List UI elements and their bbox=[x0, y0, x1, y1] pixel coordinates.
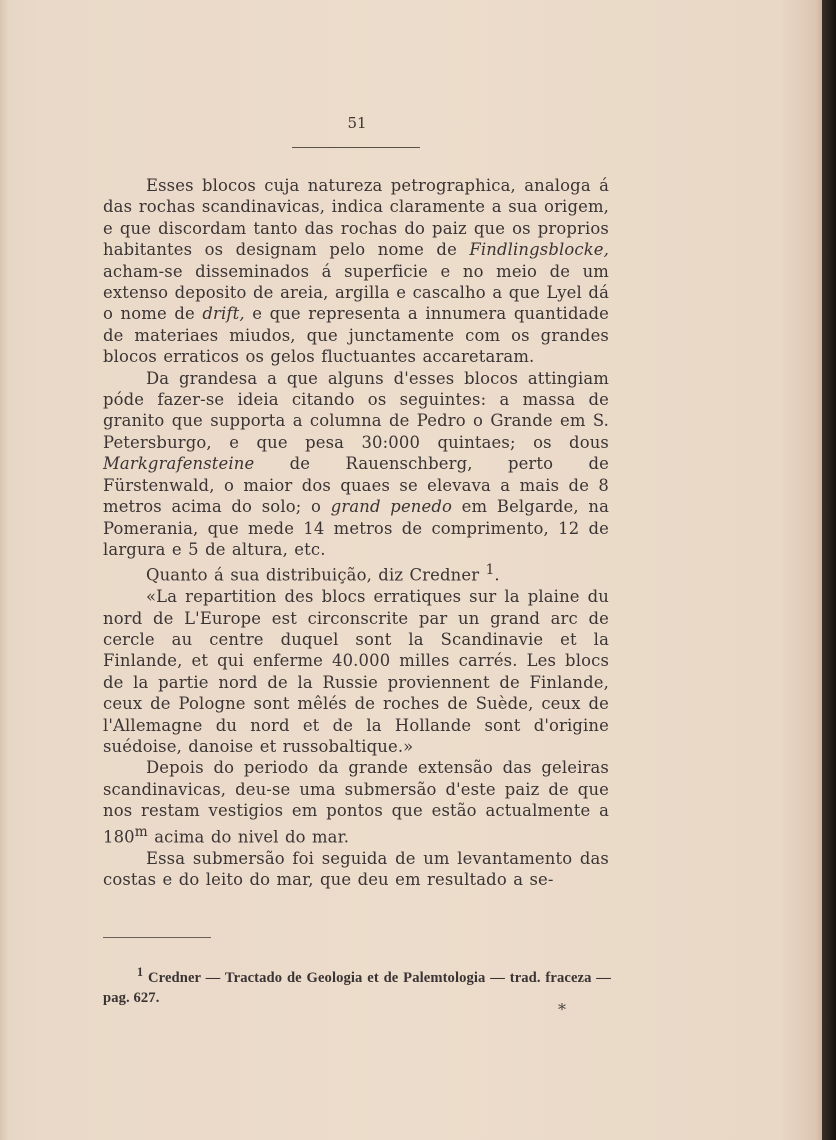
paragraph-text: . bbox=[494, 565, 500, 585]
paragraph-text: Da grandesa a que alguns d'esses blocos attingiam póde fazer-se ideia citando os seguintes: a massa de granito que supporta a columna de Pedro o Grande em S. Petersburgo, e que pesa 30:000 quintaes; os dous bbox=[103, 368, 609, 452]
paragraph-3 bbox=[103, 560, 609, 586]
paragraph-text: e que representa a innumera quantidade de materiaes miudos, que junctamente com os grandes blocos erraticos os gelos fluctuantes accaretaram. bbox=[103, 304, 609, 367]
footnote-text: Credner — Tractado de Geologia et de Palemtologia — trad. fraceza — pag. 627. bbox=[103, 969, 611, 1006]
italic-term: drift, bbox=[202, 304, 245, 324]
footnote bbox=[103, 962, 611, 1008]
header-rule bbox=[292, 147, 420, 148]
paragraph-1 bbox=[103, 175, 609, 368]
unit-superscript: m bbox=[134, 823, 148, 840]
paragraph-4-quote: «La repartition des blocs erratiques sur la plaine du nord de L'Europe est circonscrite par un grand arc de cercle au centre duquel sont la Scandinavie et la Finlande, et qui enferme 40.000 milles carrés. Les blocs de la partie nord de la Russie proviennent de Finlande, ceux de Pologne sont mêlés de roches de Suède, ceux de l'Allemagne du nord et de la Hollande sont d'origine suédoise, danoise et russobaltique.» bbox=[103, 587, 609, 757]
paragraph-text: acima do nivel do mar. bbox=[147, 827, 350, 847]
paragraph-5 bbox=[103, 757, 609, 847]
paragraph-2 bbox=[103, 368, 609, 561]
paragraph-text: de Rauenschberg, perto de Fürstenwald, o maior dos quaes se elevava a mais de 8 metros acima do solo; o bbox=[103, 454, 609, 517]
italic-term: Markgrafensteine bbox=[103, 454, 255, 474]
paragraph-6: Essa submersão foi seguida de um levantamento das costas e do leito do mar, que deu em resultado a se- bbox=[103, 848, 609, 889]
book-edge-shadow bbox=[822, 0, 836, 1140]
page-number: 51 bbox=[347, 114, 367, 132]
footnote-rule bbox=[103, 937, 211, 938]
footnote-marker: 1 bbox=[137, 965, 144, 979]
paragraph-text: acham-se disseminados á superficie e no meio de um extenso deposito de areia, argilla e cascalho a que Lyel dá o nome de bbox=[103, 261, 609, 324]
footnote-reference[interactable]: 1 bbox=[485, 562, 495, 579]
italic-term: grand penedo bbox=[330, 497, 453, 517]
italic-term: Findlingsblocke, bbox=[469, 240, 609, 260]
paragraph-text: Depois do periodo da grande extensão das geleiras scandinavicas, deu-se uma submersão d'este paiz de que nos restam vestigios em pontos que estão actualmente a 180 bbox=[103, 758, 609, 847]
paragraph-text: Quanto á sua distribuição, diz Credner bbox=[146, 565, 486, 585]
paragraph-text: Esses blocos cuja natureza petrographica, analoga á das rochas scandinavicas, indica claramente a sua origem, e que discordam tanto das rochas do paiz que os proprios habitantes os designam pelo nome de bbox=[103, 176, 609, 260]
signature-mark: * bbox=[558, 1000, 566, 1019]
paragraph-text: em Belgarde, na Pomerania, que mede 14 metros de comprimento, 12 de largura e 5 de altura, etc. bbox=[103, 497, 610, 559]
body-text bbox=[103, 175, 609, 890]
